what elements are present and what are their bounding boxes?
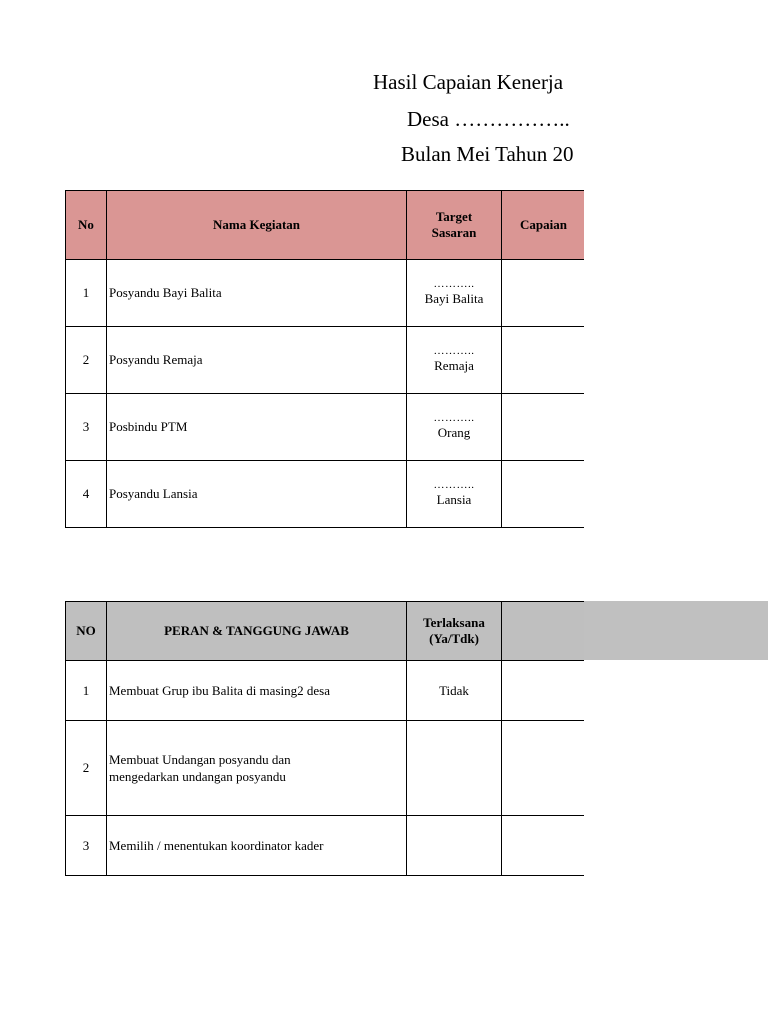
table-header-row (66, 191, 585, 260)
target-dots: ……….. (433, 479, 475, 491)
target-dots: ……….. (433, 345, 475, 357)
target-dots: ……….. (433, 412, 475, 424)
peran-table (65, 601, 584, 876)
row-capaian[interactable] (502, 461, 585, 528)
row-extra[interactable] (502, 816, 585, 876)
target-unit: Orang (437, 425, 471, 440)
row-terlaksana[interactable] (407, 816, 502, 876)
table-row (66, 260, 585, 327)
row-target[interactable] (407, 260, 502, 327)
row-no[interactable]: 2 (66, 327, 107, 394)
row-extra[interactable] (502, 721, 585, 816)
row-task[interactable]: Membuat Grup ibu Balita di masing2 desa (107, 661, 407, 721)
row-capaian[interactable] (502, 327, 585, 394)
row-extra[interactable] (502, 661, 585, 721)
table-row (66, 461, 585, 528)
table-row (66, 394, 585, 461)
table-header-row (66, 602, 585, 661)
row-no[interactable]: 4 (66, 461, 107, 528)
row-terlaksana[interactable] (407, 721, 502, 816)
table-row (66, 721, 585, 816)
row-name[interactable]: Posbindu PTM (107, 394, 407, 461)
target-dots: ……….. (433, 278, 475, 290)
table-row (66, 327, 585, 394)
title-line-1: Hasil Capaian Kenerja (373, 70, 564, 94)
header-peran: PERAN & TANGGUNG JAWAB (107, 602, 407, 661)
target-unit: Remaja (434, 358, 474, 373)
header-extra (502, 602, 585, 661)
header-fill-extension (584, 601, 768, 660)
header-no: NO (66, 602, 107, 661)
row-task[interactable]: Memilih / menentukan koordinator kader (107, 816, 407, 876)
title-line-3: Bulan Mei Tahun 20 (401, 142, 574, 166)
header-terlaksana: Terlaksana (Ya/Tdk) (407, 602, 502, 661)
row-name[interactable]: Posyandu Remaja (107, 327, 407, 394)
header-target-sasaran: Target Sasaran (407, 191, 502, 260)
header-nama-kegiatan: Nama Kegiatan (107, 191, 407, 260)
row-name[interactable]: Posyandu Bayi Balita (107, 260, 407, 327)
row-target[interactable] (407, 327, 502, 394)
row-no[interactable]: 1 (66, 260, 107, 327)
row-no[interactable]: 3 (66, 394, 107, 461)
row-terlaksana[interactable]: Tidak (407, 661, 502, 721)
target-unit: Lansia (436, 492, 472, 507)
title-line-2: Desa …………….. (407, 107, 570, 131)
row-name[interactable]: Posyandu Lansia (107, 461, 407, 528)
row-no[interactable]: 1 (66, 661, 107, 721)
header-capaian: Capaian (502, 191, 585, 260)
row-capaian[interactable] (502, 394, 585, 461)
row-no[interactable]: 3 (66, 816, 107, 876)
target-unit: Bayi Balita (424, 291, 484, 306)
header-no: No (66, 191, 107, 260)
kegiatan-table (65, 190, 584, 528)
row-target[interactable] (407, 394, 502, 461)
row-capaian[interactable] (502, 260, 585, 327)
row-no[interactable]: 2 (66, 721, 107, 816)
table-row (66, 661, 585, 721)
table-row (66, 816, 585, 876)
row-task[interactable]: Membuat Undangan posyandu dan mengedarkan undangan posyandu (107, 721, 407, 816)
row-target[interactable] (407, 461, 502, 528)
